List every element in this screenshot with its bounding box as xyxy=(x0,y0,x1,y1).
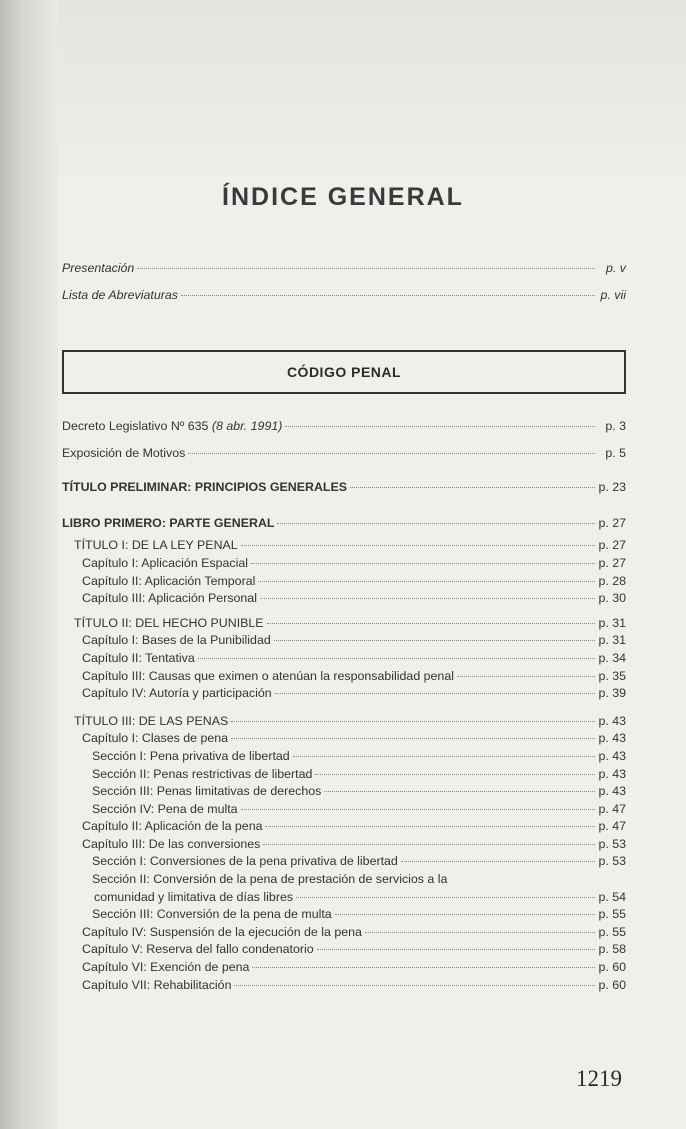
entry-title: TÍTULO II: DEL HECHO PUNIBLE xyxy=(74,615,264,630)
bleed-through-area xyxy=(58,0,686,175)
entry-title: Sección II: Penas restrictivas de libertad xyxy=(92,766,313,781)
entry-title-continued: comunidad y limitativa de días libres xyxy=(94,889,294,904)
entry-page: p. 47 xyxy=(598,819,626,834)
toc-entry-capitulo[interactable] xyxy=(62,685,626,703)
entry-title: Capítulo II: Aplicación de la pena xyxy=(82,819,263,834)
toc-entry-abbreviations[interactable] xyxy=(62,287,626,305)
dot-leader xyxy=(317,949,595,950)
page-number: 1219 xyxy=(576,1066,622,1091)
entry-title: Decreto Legislativo Nº 635 xyxy=(62,419,209,433)
entry-page: p. 60 xyxy=(598,977,626,992)
entry-title: LIBRO PRIMERO: PARTE GENERAL xyxy=(62,515,275,530)
dot-leader xyxy=(198,658,595,659)
toc-entry-capitulo[interactable] xyxy=(62,941,626,959)
entry-page: p. 23 xyxy=(598,480,626,495)
page-title: ÍNDICE GENERAL xyxy=(222,183,464,211)
dot-leader xyxy=(315,774,595,775)
entry-page: p. 43 xyxy=(598,748,626,763)
dot-leader xyxy=(275,693,595,694)
toc-entry-capitulo[interactable] xyxy=(62,977,626,995)
front-matter-list xyxy=(62,260,626,304)
entry-title: Sección III: Penas limitativas de derechos xyxy=(92,784,322,799)
entry-title: Capítulo II: Tentativa xyxy=(82,650,195,665)
toc-entry-titulo[interactable] xyxy=(62,537,626,555)
dot-leader xyxy=(251,563,595,564)
dot-leader xyxy=(296,897,595,898)
dot-leader xyxy=(457,676,595,677)
entry-page: p. 43 xyxy=(598,713,626,728)
entry-page: p. 60 xyxy=(598,960,626,975)
dot-leader xyxy=(401,861,595,862)
toc-entry-seccion[interactable] xyxy=(62,783,626,801)
dot-leader xyxy=(258,581,595,582)
entry-page: p. v xyxy=(606,261,626,275)
dot-leader xyxy=(267,623,595,624)
toc-entry-seccion[interactable] xyxy=(62,853,626,871)
dot-leader xyxy=(252,967,595,968)
entry-title: Capítulo III: De las conversiones xyxy=(82,836,261,851)
toc-entry-capitulo[interactable] xyxy=(62,573,626,591)
entry-title: Sección II: Conversión de la pena de prestación de servicios a la xyxy=(92,872,448,887)
entry-page: p. 43 xyxy=(598,766,626,781)
entry-page: p. 31 xyxy=(598,615,626,630)
entry-page: p. 53 xyxy=(598,836,626,851)
toc-entry-seccion[interactable] xyxy=(62,801,626,819)
toc-entry-capitulo[interactable] xyxy=(62,590,626,608)
entry-page: p. 54 xyxy=(598,889,626,904)
toc-entry[interactable] xyxy=(62,445,626,463)
entry-title: TÍTULO III: DE LAS PENAS xyxy=(74,713,229,728)
entry-title: Presentación xyxy=(62,261,135,275)
entry-title: Sección IV: Pena de multa xyxy=(92,801,238,816)
entry-page: p. 43 xyxy=(598,731,626,746)
dot-leader xyxy=(260,598,595,599)
entry-title: Sección III: Conversión de la pena de multa xyxy=(92,907,332,922)
entry-title: Lista de Abreviaturas xyxy=(62,287,178,302)
entry-page: p. 43 xyxy=(598,784,626,799)
dot-leader xyxy=(350,487,595,488)
toc-entry-titulo[interactable] xyxy=(62,615,626,633)
toc-entry-capitulo[interactable] xyxy=(62,959,626,977)
entry-title: TÍTULO I: DE LA LEY PENAL xyxy=(74,538,238,553)
entry-page: p. 28 xyxy=(598,573,626,588)
entry-title: Sección I: Pena privativa de libertad xyxy=(92,748,290,763)
entry-title: Exposición de Motivos xyxy=(62,445,186,460)
entry-page: p. 55 xyxy=(598,924,626,939)
toc-entry-capitulo[interactable] xyxy=(62,818,626,836)
toc-entry-seccion[interactable] xyxy=(62,766,626,784)
entry-title: Capítulo I: Bases de la Punibilidad xyxy=(82,633,271,648)
entry-page: p. 3 xyxy=(605,419,626,433)
entry-page: p. 5 xyxy=(605,445,626,460)
entry-page: p. 27 xyxy=(598,515,626,530)
toc-entry-seccion-line2[interactable] xyxy=(62,889,626,907)
toc-entry-capitulo[interactable] xyxy=(62,632,626,650)
entry-page: p. 39 xyxy=(598,686,626,701)
entry-page: p. 31 xyxy=(598,633,626,648)
entry-title: Capítulo II: Aplicación Temporal xyxy=(82,573,256,588)
toc-entry-capitulo[interactable] xyxy=(62,555,626,573)
entry-page: p. 35 xyxy=(598,668,626,683)
dot-leader xyxy=(324,791,595,792)
section-header-box xyxy=(62,350,626,394)
toc-entry-capitulo[interactable] xyxy=(62,836,626,854)
entry-title: Capítulo IV: Autoría y participación xyxy=(82,686,272,701)
toc-entry-seccion[interactable] xyxy=(62,906,626,924)
toc-entry-seccion[interactable] xyxy=(62,748,626,766)
dot-leader xyxy=(277,523,595,524)
dot-leader xyxy=(234,985,595,986)
toc-entry-capitulo[interactable] xyxy=(62,650,626,668)
dot-leader xyxy=(231,738,595,739)
entry-page: p. vii xyxy=(600,287,626,302)
dot-leader xyxy=(263,844,595,845)
entry-page: p. 53 xyxy=(598,854,626,869)
toc-entry-capitulo[interactable] xyxy=(62,924,626,942)
entry-title: Sección I: Conversiones de la pena privativa de libertad xyxy=(92,854,398,869)
entry-date: (8 abr. 1991) xyxy=(211,419,283,433)
toc-entry-titulo-preliminar[interactable] xyxy=(62,479,626,497)
toc-entry-presentation[interactable] xyxy=(62,260,626,278)
entry-title: Capítulo IV: Suspensión de la ejecución de la pena xyxy=(82,924,362,939)
dot-leader xyxy=(181,295,595,296)
dot-leader xyxy=(285,426,595,427)
entry-page: p. 27 xyxy=(598,538,626,553)
entry-title: Capítulo VII: Rehabilitación xyxy=(82,977,232,992)
entry-page: p. 55 xyxy=(598,907,626,922)
dot-leader xyxy=(188,453,595,454)
entry-title: Capítulo V: Reserva del fallo condenatorio xyxy=(82,942,314,957)
toc-list xyxy=(62,418,626,994)
entry-title: Capítulo III: Causas que eximen o atenúan la responsabilidad penal xyxy=(82,668,454,683)
dot-leader xyxy=(365,932,595,933)
dot-leader xyxy=(231,721,595,722)
section-header-label: CÓDIGO PENAL xyxy=(286,364,402,380)
dot-leader xyxy=(241,809,595,810)
dot-leader xyxy=(293,756,595,757)
entry-page: p. 47 xyxy=(598,801,626,816)
dot-leader xyxy=(265,826,595,827)
entry-page: p. 34 xyxy=(598,650,626,665)
dot-leader xyxy=(137,268,595,269)
entry-page: p. 58 xyxy=(598,942,626,957)
entry-title: Capítulo I: Clases de pena xyxy=(82,731,229,746)
entry-title: TÍTULO PRELIMINAR: PRINCIPIOS GENERALES xyxy=(62,480,347,495)
dot-leader xyxy=(241,545,595,546)
entry-title: Capítulo VI: Exención de pena xyxy=(82,960,250,975)
toc-entry-capitulo[interactable] xyxy=(62,730,626,748)
entry-page: p. 27 xyxy=(598,555,626,570)
toc-entry-capitulo[interactable] xyxy=(62,668,626,686)
entry-title: Capítulo III: Aplicación Personal xyxy=(82,591,257,606)
dot-leader xyxy=(335,914,595,915)
toc-entry-titulo[interactable] xyxy=(62,713,626,731)
entry-page: p. 30 xyxy=(598,591,626,606)
entry-title: Capítulo I: Aplicación Espacial xyxy=(82,555,248,570)
toc-entry[interactable] xyxy=(62,418,626,436)
dot-leader xyxy=(274,640,595,641)
toc-entry-seccion-line1[interactable] xyxy=(62,871,626,889)
page-gutter-shadow xyxy=(0,0,58,1129)
toc-entry-libro-primero[interactable] xyxy=(62,515,626,533)
